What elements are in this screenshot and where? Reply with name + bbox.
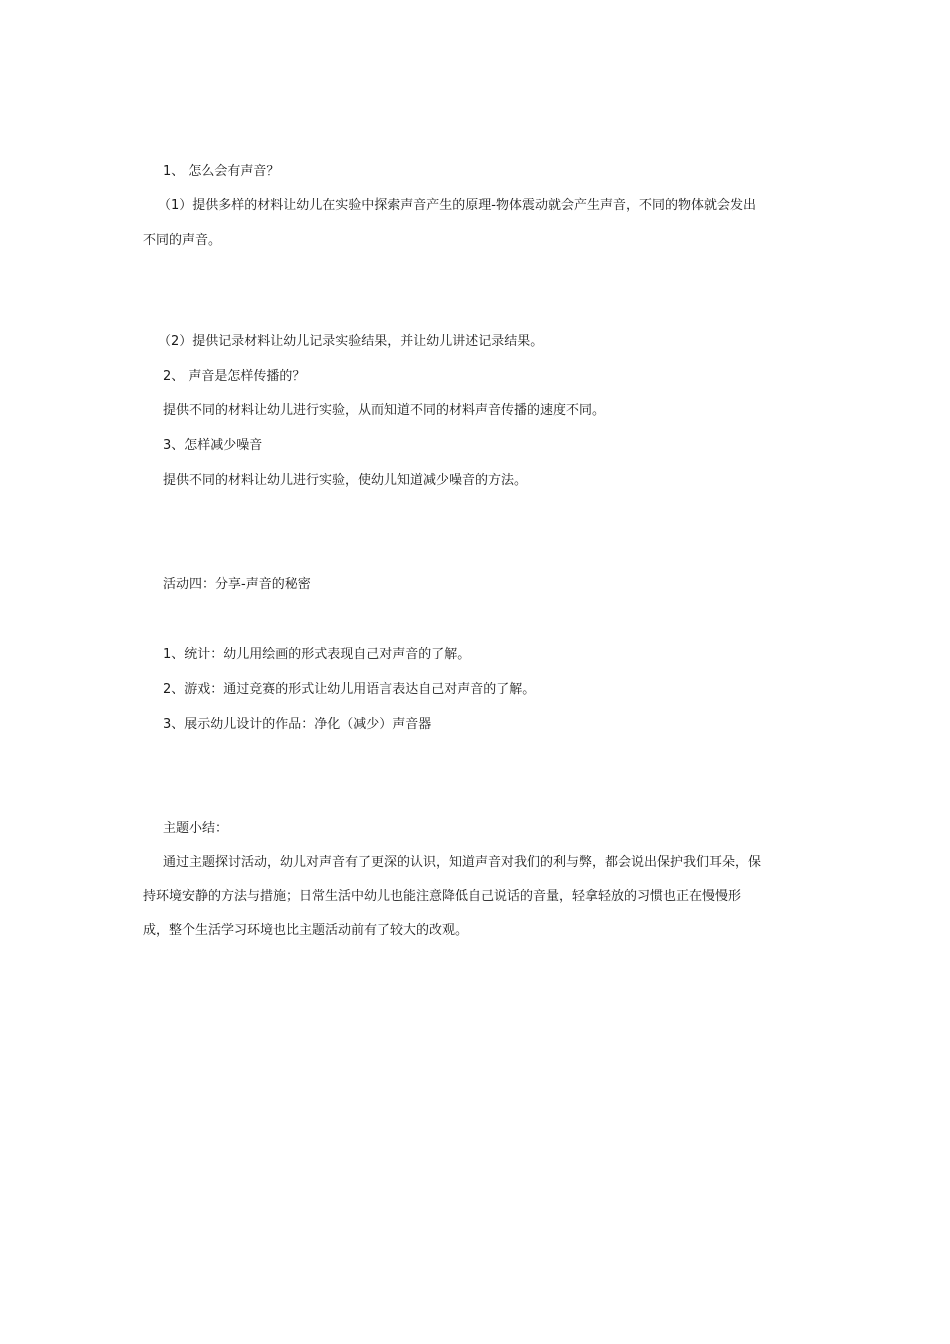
section1-item1-line1: （1）提供多样的材料让幼儿在实验中探索声音产生的原理-物体震动就会产生声音，不同的物体就会发出 [158, 198, 756, 213]
summary-title: 主题小结： [163, 821, 229, 836]
section3-heading: 3、怎样减少噪音 [163, 438, 263, 453]
activity4-item: 3、展示幼儿设计的作品：净化（减少）声音器 [163, 717, 432, 732]
section2-heading: 2、 声音是怎样传播的？ [163, 369, 306, 384]
section1-heading: 1、 怎么会有声音？ [163, 164, 280, 179]
activity4-title: 活动四：分享-声音的秘密 [163, 577, 311, 592]
section1-item2: （2）提供记录材料让幼儿记录实验结果，并让幼儿讲述记录结果。 [158, 334, 544, 349]
activity4-item: 1、统计：幼儿用绘画的形式表现自己对声音的了解。 [163, 647, 471, 662]
summary-line2: 持环境安静的方法与措施；日常生活中幼儿也能注意降低自己说话的音量，轻拿轻放的习惯也正在慢慢形 [143, 889, 742, 904]
summary-line1: 通过主题探讨活动，幼儿对声音有了更深的认识，知道声音对我们的利与弊，都会说出保护我们耳朵，保 [163, 855, 762, 870]
summary-line3: 成，整个生活学习环境也比主题活动前有了较大的改观。 [143, 923, 469, 938]
section1-item1-line2: 不同的声音。 [143, 233, 222, 248]
section3-text: 提供不同的材料让幼儿进行实验，使幼儿知道减少噪音的方法。 [163, 473, 528, 488]
section2-text: 提供不同的材料让幼儿进行实验，从而知道不同的材料声音传播的速度不同。 [163, 403, 606, 418]
activity4-item: 2、游戏：通过竞赛的形式让幼儿用语言表达自己对声音的了解。 [163, 682, 536, 697]
